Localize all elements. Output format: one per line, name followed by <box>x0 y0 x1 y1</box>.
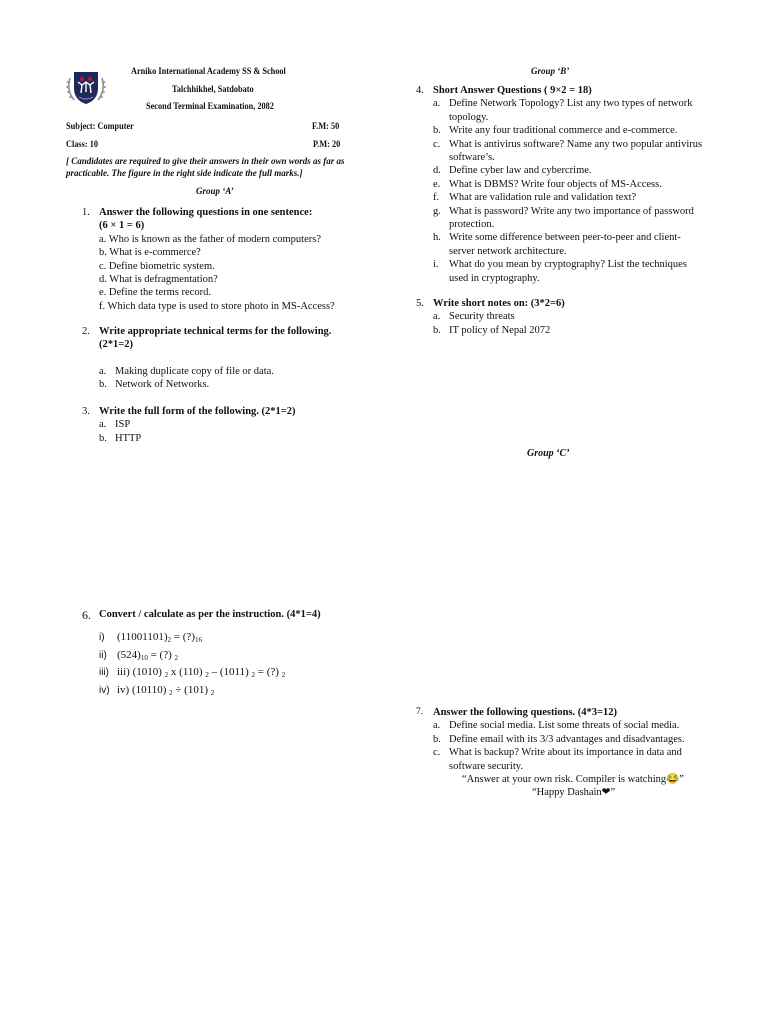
list-item: a. Security threats <box>433 311 515 323</box>
list-item: h. Write some difference between peer-to-peer and client-server network architecture. <box>433 232 681 257</box>
list-item: ii) $(524)_{10}$ = (?) $_2$ <box>99 648 178 662</box>
question-number: 2. <box>82 326 90 337</box>
list-item: i) $(11001101)_2$ = $(?)_{16}$ <box>99 631 202 644</box>
list-item: i. What do you mean by cryptography? List the techniques used in cryptography. <box>433 259 687 284</box>
question-number: 1. <box>82 207 90 218</box>
list-item: c. What is backup? Write about its importance in data and software security. <box>433 747 682 772</box>
list-item: d. What is defragmentation? <box>99 274 218 286</box>
group-b-title: Group ‘B’ <box>531 66 570 76</box>
question-title: Write appropriate technical terms for the following. <box>99 326 332 337</box>
list-item: b. HTTP <box>99 432 142 444</box>
question-number: 3. <box>82 406 90 417</box>
list-item: a. ISP <box>99 419 131 431</box>
list-item: a. Making duplicate copy of file or data. <box>99 365 274 377</box>
question-marks: (6 × 1 = 6) <box>99 220 145 232</box>
list-item: b. Define email with its 3/3 advantages and disadvantages. <box>433 733 685 745</box>
list-item: b. Network of Networks. <box>99 379 210 391</box>
question-1 <box>82 206 372 313</box>
list-item: b. Write any four traditional commerce and e-commerce. <box>433 125 678 137</box>
question-title: Answer the following questions in one sentence: <box>99 207 313 218</box>
subject-label: Subject: Computer <box>66 121 134 131</box>
question-6 <box>82 608 382 622</box>
list-item: f. Which data type is used to store photo in MS-Access? <box>99 300 335 312</box>
list-item: iv) iv) (10110) $_2$ ÷ (101) $_2$ <box>99 683 215 697</box>
question-4 <box>416 84 706 285</box>
list-item: b. IT policy of Nepal 2072 <box>433 324 551 336</box>
class-label: Class: 10 <box>66 139 98 149</box>
list-item: g. What is password? Write any two importance of password protection. <box>433 205 694 231</box>
closing-quote: “Answer at your own risk. Compiler is watching😂” <box>462 774 684 785</box>
school-address: Talchhikhel, Satdobato <box>172 84 254 94</box>
list-item: a. Define Network Topology? List any two types of network topology. <box>433 98 693 123</box>
list-item: b. What is e-commerce? <box>99 247 201 259</box>
question-number: 7. <box>416 707 424 717</box>
question-marks: (2*1=2) <box>99 339 133 351</box>
question-title: Answer the following questions. (4*3=12) <box>433 707 618 718</box>
question-2 <box>82 325 372 392</box>
conversion-list <box>99 629 285 699</box>
list-item: a. Define social media. List some threats of social media. <box>433 720 680 732</box>
school-logo <box>64 68 108 106</box>
question-number: 6. <box>82 608 91 622</box>
exam-title: Second Terminal Examination, 2082 <box>146 101 274 111</box>
list-item: a. Who is known as the father of modern computers? <box>99 233 321 245</box>
question-7 <box>416 706 706 773</box>
full-marks: F.M: 50 <box>312 121 340 131</box>
list-item: e. Define the terms record. <box>99 287 211 299</box>
list-item: c. Define biometric system. <box>99 260 215 272</box>
list-item: iii) iii) (1010) $_2$ x (110) $_2$ – (1011) $_2$ = (?) $_2$ <box>99 666 286 679</box>
question-title: Write the full form of the following. (2*1=2) <box>99 406 296 417</box>
question-5 <box>416 297 706 337</box>
question-title: Short Answer Questions ( 9×2 = 18) <box>433 85 592 96</box>
pass-marks: P.M: 20 <box>313 139 341 149</box>
group-c-title: Group ‘C’ <box>527 448 570 459</box>
question-number: 5. <box>416 298 424 309</box>
list-item: d. Define cyber law and cybercrime. <box>433 165 592 177</box>
instructions: [ Candidates are required to give their answers in their own words as far as practicable. The figure in the right side indicate the full marks.] <box>66 156 345 178</box>
list-item: c. What is antivirus software? Name any two popular antivirus software’s. <box>433 138 703 164</box>
question-title: Convert / calculate as per the instruction. (4*1=4) <box>99 609 321 620</box>
question-3 <box>82 405 372 445</box>
list-item: e. What is DBMS? Write four objects of MS-Access. <box>433 178 662 190</box>
list-item: f. What are validation rule and validation text? <box>433 192 637 204</box>
group-a-title: Group ‘A’ <box>196 186 234 196</box>
closing-greeting: “Happy Dashain❤” <box>532 787 616 798</box>
question-title: Write short notes on: (3*2=6) <box>433 298 565 309</box>
question-number: 4. <box>416 85 424 96</box>
school-name: Arniko International Academy SS & School <box>131 66 286 76</box>
